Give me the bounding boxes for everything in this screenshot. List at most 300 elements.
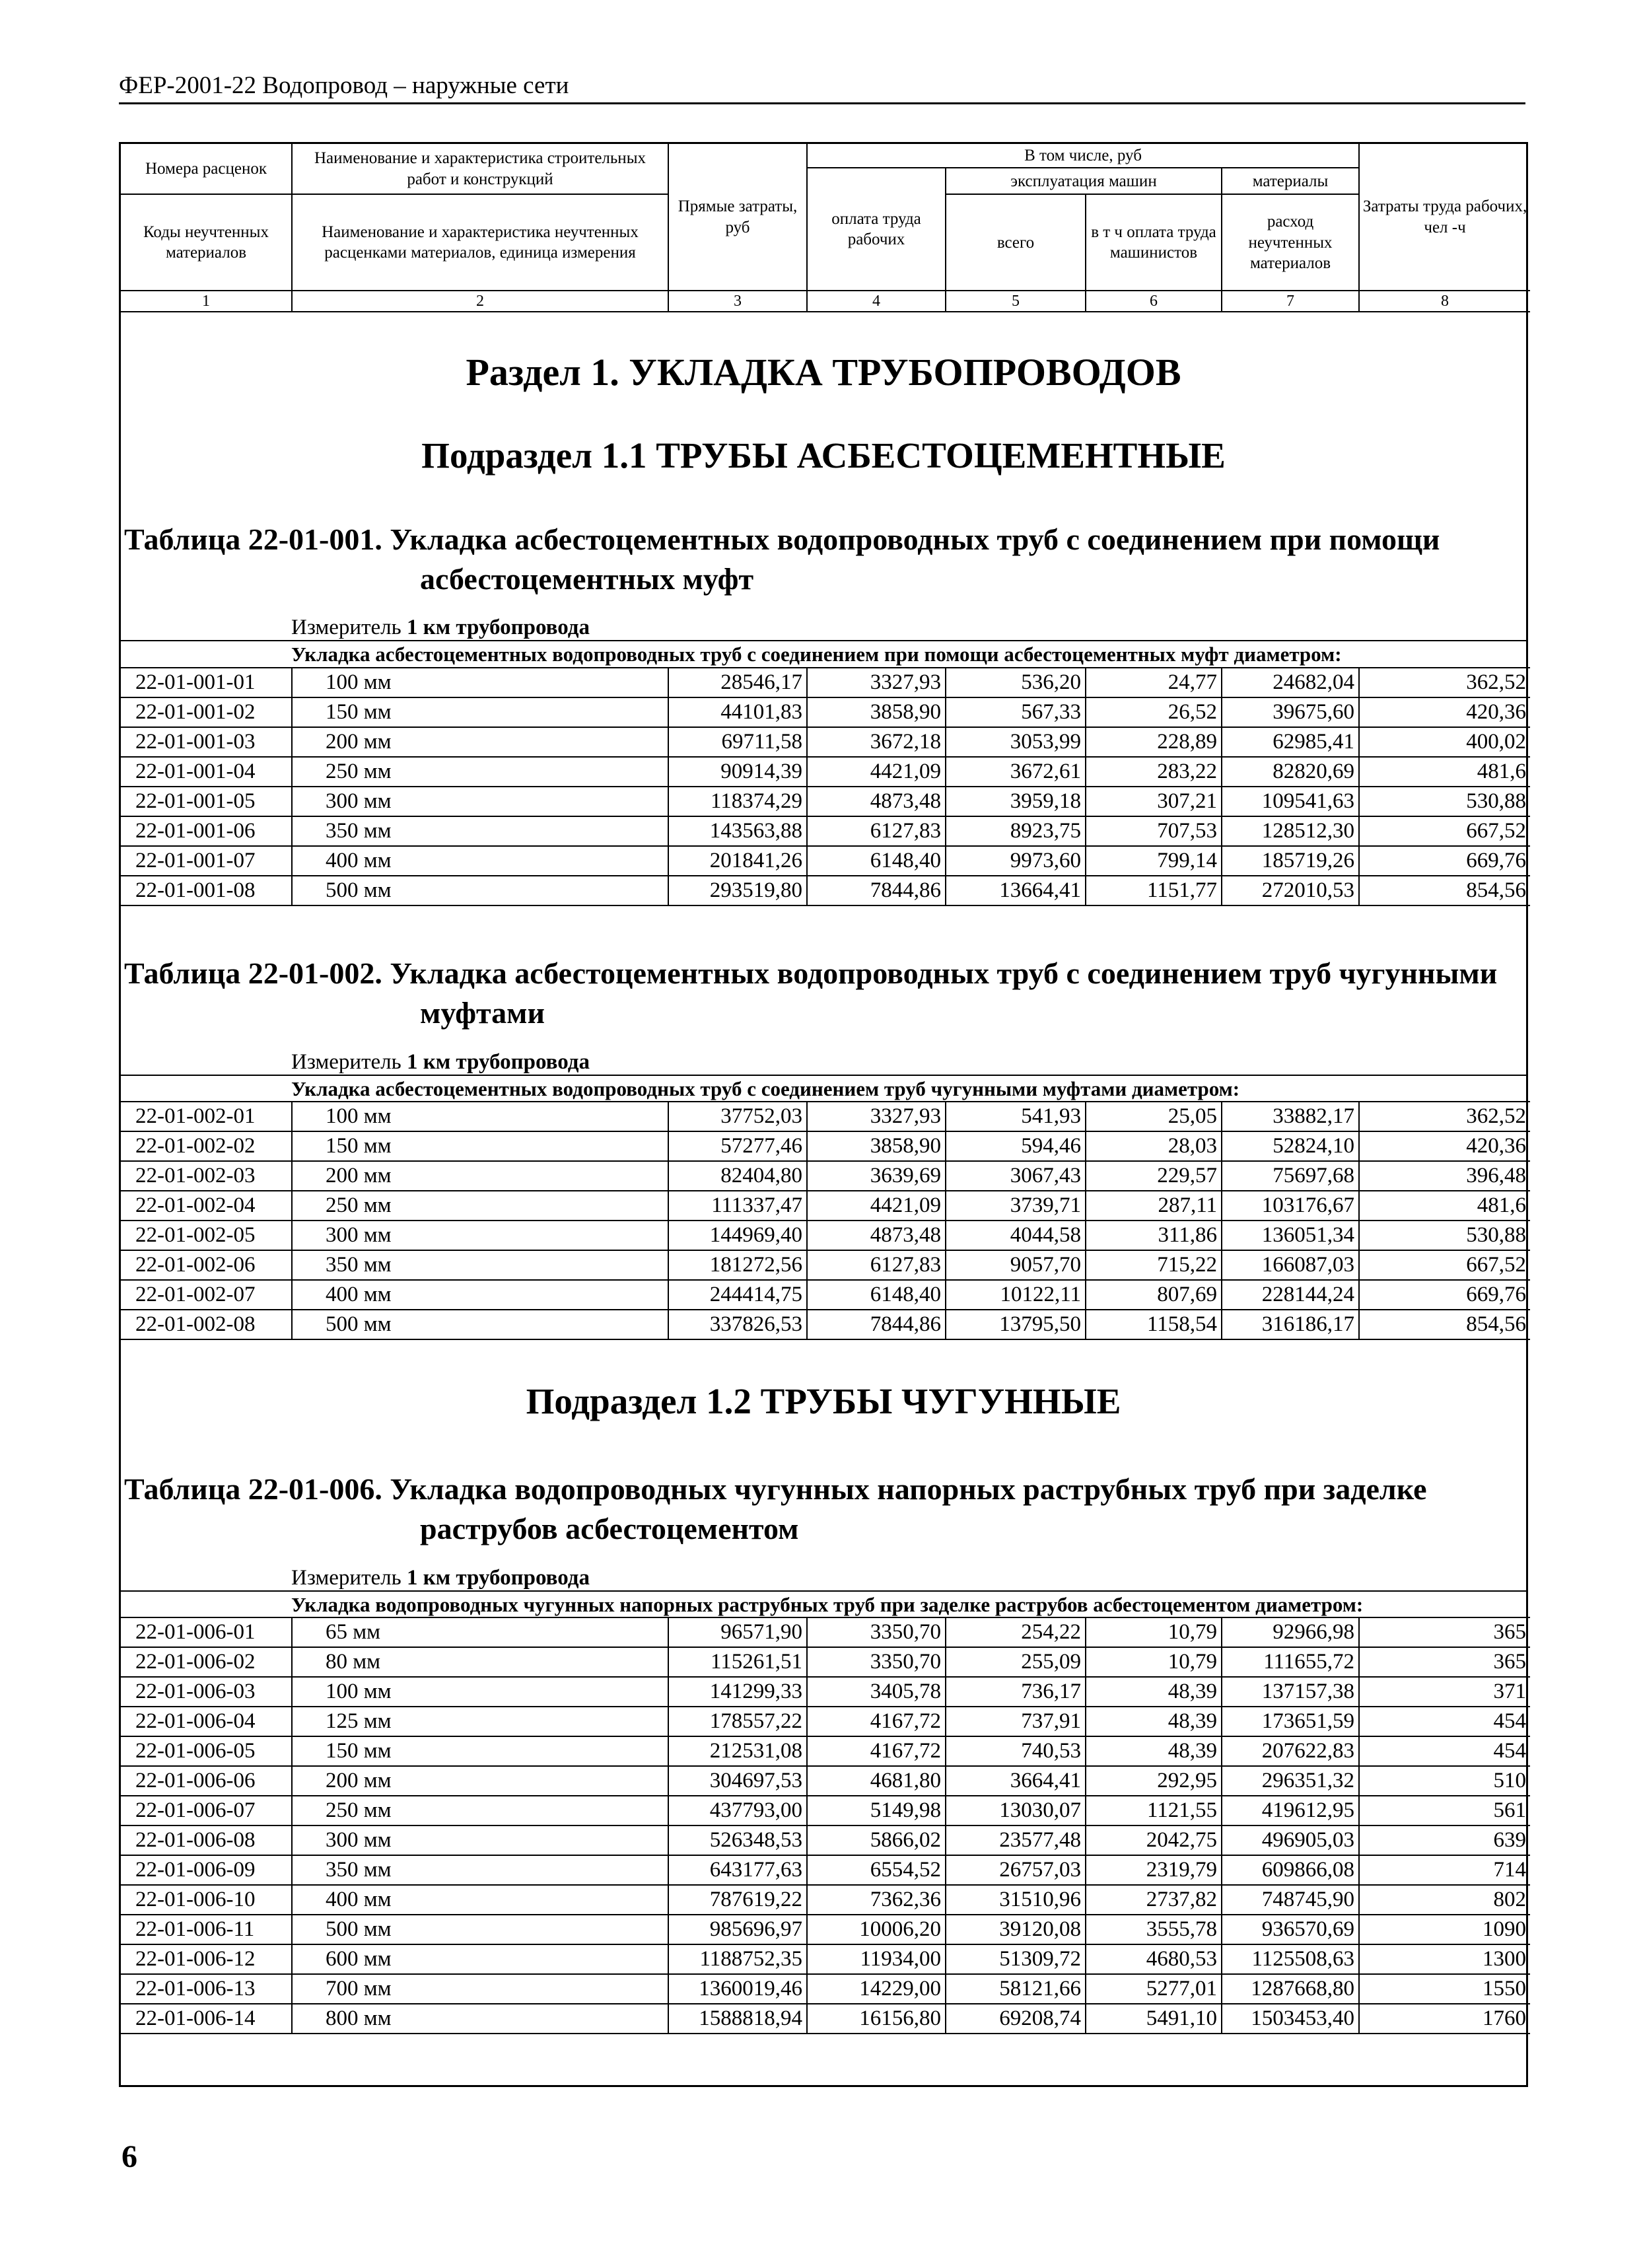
- rate-code-cell: 22-01-006-01: [121, 1617, 292, 1647]
- table-title: Таблица 22-01-002. Укладка асбестоцементных водопроводных труб с соединением труб чугунными муфтами: [124, 956, 1498, 1030]
- direct-costs-cell: 143563,88: [668, 816, 807, 846]
- materials-cost-cell: 137157,38: [1222, 1677, 1359, 1707]
- direct-costs-cell: 304697,53: [668, 1766, 807, 1796]
- worker-pay-cell: 5866,02: [807, 1825, 946, 1855]
- machines-total-cell: 58121,66: [946, 1974, 1086, 2004]
- rate-code-cell: 22-01-006-14: [121, 2004, 292, 2034]
- worker-pay-cell: 3327,93: [807, 668, 946, 697]
- meter-label: Измеритель: [291, 1049, 402, 1074]
- direct-costs-cell: 44101,83: [668, 697, 807, 727]
- direct-costs-cell: 96571,90: [668, 1617, 807, 1647]
- worker-pay-cell: 4167,72: [807, 1736, 946, 1766]
- machines-total-cell: 26757,03: [946, 1855, 1086, 1885]
- labor-hours-cell: 854,56: [1359, 876, 1530, 905]
- worker-pay-cell: 5149,98: [807, 1796, 946, 1825]
- table-row: [121, 816, 1530, 846]
- table-row: [121, 727, 1530, 757]
- machines-total-cell: 31510,96: [946, 1885, 1086, 1915]
- direct-costs-cell: 57277,46: [668, 1131, 807, 1161]
- table-row: [121, 1796, 1530, 1825]
- col-header-labor-hours: Затраты труда рабочих, чел -ч: [1359, 144, 1530, 291]
- page-number: 6: [122, 2139, 137, 2174]
- direct-costs-cell: 337826,53: [668, 1310, 807, 1339]
- direct-costs-cell: 643177,63: [668, 1855, 807, 1885]
- direct-costs-cell: 526348,53: [668, 1825, 807, 1855]
- labor-hours-cell: 802: [1359, 1885, 1530, 1915]
- machines-total-cell: 8923,75: [946, 816, 1086, 846]
- item-name-cell: 400 мм: [292, 1885, 668, 1915]
- rate-code-cell: 22-01-002-07: [121, 1280, 292, 1310]
- machinist-pay-cell: 228,89: [1086, 727, 1222, 757]
- machines-total-cell: 737,91: [946, 1707, 1086, 1736]
- table-row: [121, 1191, 1530, 1221]
- direct-costs-cell: 178557,22: [668, 1707, 807, 1736]
- item-name-cell: 500 мм: [292, 876, 668, 905]
- page-header: ФЕР-2001-22 Водопровод – наружные сети: [119, 71, 1525, 104]
- rate-code-cell: 22-01-006-03: [121, 1677, 292, 1707]
- direct-costs-cell: 141299,33: [668, 1677, 807, 1707]
- item-name-cell: 100 мм: [292, 668, 668, 697]
- col-header-machinist-pay: в т ч оплата труда машинистов: [1086, 194, 1222, 291]
- table-row: [121, 1161, 1530, 1191]
- machinist-pay-cell: 5491,10: [1086, 2004, 1222, 2034]
- worker-pay-cell: 4421,09: [807, 757, 946, 787]
- rate-code-cell: 22-01-001-08: [121, 876, 292, 905]
- item-name-cell: 350 мм: [292, 816, 668, 846]
- materials-cost-cell: 272010,53: [1222, 876, 1359, 905]
- table-row: [121, 1855, 1530, 1885]
- machines-total-cell: 3739,71: [946, 1191, 1086, 1221]
- labor-hours-cell: 371: [1359, 1677, 1530, 1707]
- materials-cost-cell: 1503453,40: [1222, 2004, 1359, 2034]
- meter-line: [291, 616, 1526, 640]
- col-header-materials: материалы: [1222, 168, 1359, 194]
- worker-pay-cell: 3672,18: [807, 727, 946, 757]
- materials-cost-cell: 185719,26: [1222, 846, 1359, 876]
- labor-hours-cell: 1300: [1359, 1944, 1530, 1974]
- worker-pay-cell: 3350,70: [807, 1647, 946, 1677]
- table-title: Таблица 22-01-001. Укладка асбестоцементных водопроводных труб с соединением при помощи асбестоцементных муфт: [124, 522, 1440, 596]
- item-name-cell: 300 мм: [292, 1825, 668, 1855]
- table-row: [121, 1617, 1530, 1647]
- machines-total-cell: 10122,11: [946, 1280, 1086, 1310]
- item-name-cell: 500 мм: [292, 1915, 668, 1944]
- direct-costs-cell: 437793,00: [668, 1796, 807, 1825]
- machinist-pay-cell: 10,79: [1086, 1617, 1222, 1647]
- worker-pay-cell: 6127,83: [807, 816, 946, 846]
- machinist-pay-cell: 25,05: [1086, 1102, 1222, 1131]
- worker-pay-cell: 14229,00: [807, 1974, 946, 2004]
- worker-pay-cell: 16156,80: [807, 2004, 946, 2034]
- section-title: Раздел 1. УКЛАДКА ТРУБОПРОВОДОВ: [466, 351, 1181, 394]
- machines-total-cell: 13664,41: [946, 876, 1086, 905]
- item-name-cell: 150 мм: [292, 1131, 668, 1161]
- worker-pay-cell: 4167,72: [807, 1707, 946, 1736]
- machinist-pay-cell: 1121,55: [1086, 1796, 1222, 1825]
- direct-costs-cell: 115261,51: [668, 1647, 807, 1677]
- rate-code-cell: 22-01-006-06: [121, 1766, 292, 1796]
- group-heading: Укладка водопроводных чугунных напорных раструбных труб при заделке раструбов асбестоцементом диаметром:: [121, 1590, 1526, 1617]
- machines-total-cell: 23577,48: [946, 1825, 1086, 1855]
- machinist-pay-cell: 10,79: [1086, 1647, 1222, 1677]
- table-row: [121, 1974, 1530, 2004]
- item-name-cell: 400 мм: [292, 846, 668, 876]
- meter-value: 1 км трубопровода: [406, 1565, 590, 1590]
- table-row: [121, 1131, 1530, 1161]
- labor-hours-cell: 667,52: [1359, 816, 1530, 846]
- machines-total-cell: 3664,41: [946, 1766, 1086, 1796]
- materials-cost-cell: 62985,41: [1222, 727, 1359, 757]
- machinist-pay-cell: 2737,82: [1086, 1885, 1222, 1915]
- item-name-cell: 65 мм: [292, 1617, 668, 1647]
- labor-hours-cell: 365: [1359, 1647, 1530, 1677]
- rate-code-cell: 22-01-002-04: [121, 1191, 292, 1221]
- materials-cost-cell: 1125508,63: [1222, 1944, 1359, 1974]
- document-frame: [119, 142, 1528, 2087]
- worker-pay-cell: 3327,93: [807, 1102, 946, 1131]
- table-row: [121, 1221, 1530, 1250]
- direct-costs-cell: 787619,22: [668, 1885, 807, 1915]
- machines-total-cell: 541,93: [946, 1102, 1086, 1131]
- table-row: [121, 1944, 1530, 1974]
- rate-code-cell: 22-01-002-05: [121, 1221, 292, 1250]
- labor-hours-cell: 639: [1359, 1825, 1530, 1855]
- machinist-pay-cell: 48,39: [1086, 1707, 1222, 1736]
- direct-costs-cell: 69711,58: [668, 727, 807, 757]
- col-number: 3: [668, 291, 807, 312]
- rates-table: [121, 1101, 1530, 1340]
- machinist-pay-cell: 311,86: [1086, 1221, 1222, 1250]
- machines-total-cell: 3672,61: [946, 757, 1086, 787]
- direct-costs-cell: 1588818,94: [668, 2004, 807, 2034]
- col-number: 7: [1222, 291, 1359, 312]
- labor-hours-cell: 1550: [1359, 1974, 1530, 2004]
- labor-hours-cell: 454: [1359, 1736, 1530, 1766]
- rate-code-cell: 22-01-002-01: [121, 1102, 292, 1131]
- table-row: [121, 1825, 1530, 1855]
- table-block: [121, 1470, 1526, 2034]
- worker-pay-cell: 7362,36: [807, 1885, 946, 1915]
- rate-code-cell: 22-01-001-07: [121, 846, 292, 876]
- direct-costs-cell: 212531,08: [668, 1736, 807, 1766]
- table-row: [121, 1250, 1530, 1280]
- machinist-pay-cell: 2319,79: [1086, 1855, 1222, 1885]
- machinist-pay-cell: 807,69: [1086, 1280, 1222, 1310]
- labor-hours-cell: 1760: [1359, 2004, 1530, 2034]
- rate-code-cell: 22-01-006-02: [121, 1647, 292, 1677]
- col-header-including: В том числе, руб: [807, 144, 1359, 168]
- machinist-pay-cell: 307,21: [1086, 787, 1222, 816]
- materials-cost-cell: 82820,69: [1222, 757, 1359, 787]
- direct-costs-cell: 181272,56: [668, 1250, 807, 1280]
- machinist-pay-cell: 26,52: [1086, 697, 1222, 727]
- col-header-codes-bottom: Коды неучтенных материалов: [121, 194, 292, 291]
- worker-pay-cell: 6148,40: [807, 1280, 946, 1310]
- table-row: [121, 757, 1530, 787]
- materials-cost-cell: 103176,67: [1222, 1191, 1359, 1221]
- worker-pay-cell: 4681,80: [807, 1766, 946, 1796]
- materials-cost-cell: 228144,24: [1222, 1280, 1359, 1310]
- machinist-pay-cell: 1158,54: [1086, 1310, 1222, 1339]
- table-row: [121, 1766, 1530, 1796]
- rate-code-cell: 22-01-006-11: [121, 1915, 292, 1944]
- machinist-pay-cell: 2042,75: [1086, 1825, 1222, 1855]
- table-row: [121, 787, 1530, 816]
- direct-costs-cell: 90914,39: [668, 757, 807, 787]
- table-row: [121, 846, 1530, 876]
- machinist-pay-cell: 283,22: [1086, 757, 1222, 787]
- materials-cost-cell: 296351,32: [1222, 1766, 1359, 1796]
- rate-code-cell: 22-01-006-04: [121, 1707, 292, 1736]
- col-header-machines-total: всего: [946, 194, 1086, 291]
- table-title: Таблица 22-01-006. Укладка водопроводных чугунных напорных раструбных труб при заделке раструбов асбестоцементом: [124, 1472, 1427, 1545]
- machinist-pay-cell: 5277,01: [1086, 1974, 1222, 2004]
- meter-value: 1 км трубопровода: [406, 616, 590, 640]
- worker-pay-cell: 3858,90: [807, 697, 946, 727]
- subsection-title: Подраздел 1.2 ТРУБЫ ЧУГУННЫЕ: [526, 1381, 1121, 1422]
- rate-code-cell: 22-01-006-10: [121, 1885, 292, 1915]
- labor-hours-cell: 530,88: [1359, 787, 1530, 816]
- direct-costs-cell: 244414,75: [668, 1280, 807, 1310]
- item-name-cell: 700 мм: [292, 1974, 668, 2004]
- machines-total-cell: 13795,50: [946, 1310, 1086, 1339]
- item-name-cell: 800 мм: [292, 2004, 668, 2034]
- item-name-cell: 500 мм: [292, 1310, 668, 1339]
- col-header-unaccounted-materials: расход неучтенных материалов: [1222, 194, 1359, 291]
- rate-code-cell: 22-01-002-02: [121, 1131, 292, 1161]
- labor-hours-cell: 667,52: [1359, 1250, 1530, 1280]
- item-name-cell: 150 мм: [292, 697, 668, 727]
- rate-code-cell: 22-01-006-05: [121, 1736, 292, 1766]
- labor-hours-cell: 714: [1359, 1855, 1530, 1885]
- rates-table: [121, 1617, 1530, 2034]
- meter-line: [291, 1566, 1526, 1590]
- materials-cost-cell: 128512,30: [1222, 816, 1359, 846]
- machines-total-cell: 13030,07: [946, 1796, 1086, 1825]
- materials-cost-cell: 936570,69: [1222, 1915, 1359, 1944]
- labor-hours-cell: 420,36: [1359, 1131, 1530, 1161]
- col-number: 2: [292, 291, 668, 312]
- worker-pay-cell: 3639,69: [807, 1161, 946, 1191]
- meter-value: 1 км трубопровода: [406, 1049, 590, 1074]
- col-header-machines: эксплуатация машин: [946, 168, 1222, 194]
- col-number: 8: [1359, 291, 1530, 312]
- item-name-cell: 250 мм: [292, 1191, 668, 1221]
- materials-cost-cell: 419612,95: [1222, 1796, 1359, 1825]
- table-row: [121, 1647, 1530, 1677]
- direct-costs-cell: 985696,97: [668, 1915, 807, 1944]
- col-number: 1: [121, 291, 292, 312]
- rates-table: [121, 667, 1530, 906]
- materials-cost-cell: 33882,17: [1222, 1102, 1359, 1131]
- labor-hours-cell: 481,6: [1359, 757, 1530, 787]
- rate-code-cell: 22-01-006-13: [121, 1974, 292, 2004]
- rate-code-cell: 22-01-001-03: [121, 727, 292, 757]
- machines-total-cell: 736,17: [946, 1677, 1086, 1707]
- materials-cost-cell: 111655,72: [1222, 1647, 1359, 1677]
- rate-code-cell: 22-01-006-08: [121, 1825, 292, 1855]
- machines-total-cell: 594,46: [946, 1131, 1086, 1161]
- machines-total-cell: 3067,43: [946, 1161, 1086, 1191]
- rate-code-cell: 22-01-001-02: [121, 697, 292, 727]
- materials-cost-cell: 166087,03: [1222, 1250, 1359, 1280]
- labor-hours-cell: 481,6: [1359, 1191, 1530, 1221]
- machines-total-cell: 4044,58: [946, 1221, 1086, 1250]
- item-name-cell: 300 мм: [292, 787, 668, 816]
- worker-pay-cell: 10006,20: [807, 1915, 946, 1944]
- machinist-pay-cell: 1151,77: [1086, 876, 1222, 905]
- direct-costs-cell: 37752,03: [668, 1102, 807, 1131]
- table-row: [121, 1707, 1530, 1736]
- rate-code-cell: 22-01-001-04: [121, 757, 292, 787]
- item-name-cell: 350 мм: [292, 1250, 668, 1280]
- labor-hours-cell: 530,88: [1359, 1221, 1530, 1250]
- item-name-cell: 200 мм: [292, 1766, 668, 1796]
- materials-cost-cell: 1287668,80: [1222, 1974, 1359, 2004]
- table-row: [121, 1677, 1530, 1707]
- item-name-cell: 400 мм: [292, 1280, 668, 1310]
- labor-hours-cell: 396,48: [1359, 1161, 1530, 1191]
- direct-costs-cell: 1360019,46: [668, 1974, 807, 2004]
- direct-costs-cell: 111337,47: [668, 1191, 807, 1221]
- rate-code-cell: 22-01-001-05: [121, 787, 292, 816]
- rate-code-cell: 22-01-002-06: [121, 1250, 292, 1280]
- table-row: [121, 1280, 1530, 1310]
- worker-pay-cell: 3858,90: [807, 1131, 946, 1161]
- machinist-pay-cell: 287,11: [1086, 1191, 1222, 1221]
- machinist-pay-cell: 48,39: [1086, 1736, 1222, 1766]
- table-row: [121, 1310, 1530, 1339]
- labor-hours-cell: 669,76: [1359, 1280, 1530, 1310]
- labor-hours-cell: 365: [1359, 1617, 1530, 1647]
- rate-code-cell: 22-01-001-01: [121, 668, 292, 697]
- materials-cost-cell: 748745,90: [1222, 1885, 1359, 1915]
- table-block: [121, 520, 1526, 906]
- machinist-pay-cell: 715,22: [1086, 1250, 1222, 1280]
- labor-hours-cell: 854,56: [1359, 1310, 1530, 1339]
- machines-total-cell: 567,33: [946, 697, 1086, 727]
- labor-hours-cell: 561: [1359, 1796, 1530, 1825]
- col-number: 5: [946, 291, 1086, 312]
- item-name-cell: 125 мм: [292, 1707, 668, 1736]
- item-name-cell: 200 мм: [292, 727, 668, 757]
- col-number: 6: [1086, 291, 1222, 312]
- materials-cost-cell: 316186,17: [1222, 1310, 1359, 1339]
- direct-costs-cell: 1188752,35: [668, 1944, 807, 1974]
- subsection-title: Подраздел 1.1 ТРУБЫ АСБЕСТОЦЕМЕНТНЫЕ: [421, 435, 1226, 476]
- labor-hours-cell: 420,36: [1359, 697, 1530, 727]
- table-row: [121, 1885, 1530, 1915]
- direct-costs-cell: 144969,40: [668, 1221, 807, 1250]
- worker-pay-cell: 4873,48: [807, 1221, 946, 1250]
- meter-label: Измеритель: [291, 1565, 402, 1590]
- materials-cost-cell: 92966,98: [1222, 1617, 1359, 1647]
- column-header-table: [121, 144, 1530, 312]
- rate-code-cell: 22-01-001-06: [121, 816, 292, 846]
- col-header-names-bottom: Наименование и характеристика неучтенных расценками материалов, единица измерения: [292, 194, 668, 291]
- worker-pay-cell: 6127,83: [807, 1250, 946, 1280]
- worker-pay-cell: 4421,09: [807, 1191, 946, 1221]
- machinist-pay-cell: 292,95: [1086, 1766, 1222, 1796]
- materials-cost-cell: 52824,10: [1222, 1131, 1359, 1161]
- machinist-pay-cell: 3555,78: [1086, 1915, 1222, 1944]
- col-header-names-top: Наименование и характеристика строительных работ и конструкций: [292, 144, 668, 194]
- item-name-cell: 250 мм: [292, 1796, 668, 1825]
- labor-hours-cell: 362,52: [1359, 668, 1530, 697]
- materials-cost-cell: 136051,34: [1222, 1221, 1359, 1250]
- table-row: [121, 697, 1530, 727]
- machines-total-cell: 3053,99: [946, 727, 1086, 757]
- rate-code-cell: 22-01-006-12: [121, 1944, 292, 1974]
- table-row: [121, 2004, 1530, 2034]
- machines-total-cell: 39120,08: [946, 1915, 1086, 1944]
- worker-pay-cell: 7844,86: [807, 876, 946, 905]
- rate-code-cell: 22-01-006-07: [121, 1796, 292, 1825]
- item-name-cell: 80 мм: [292, 1647, 668, 1677]
- meter-label: Измеритель: [291, 616, 402, 640]
- worker-pay-cell: 6148,40: [807, 846, 946, 876]
- machines-total-cell: 536,20: [946, 668, 1086, 697]
- labor-hours-cell: 669,76: [1359, 846, 1530, 876]
- group-heading: Укладка асбестоцементных водопроводных труб с соединением труб чугунными муфтами диаметром:: [121, 1075, 1526, 1102]
- rate-code-cell: 22-01-002-08: [121, 1310, 292, 1339]
- item-name-cell: 300 мм: [292, 1221, 668, 1250]
- machines-total-cell: 255,09: [946, 1647, 1086, 1677]
- worker-pay-cell: 3350,70: [807, 1617, 946, 1647]
- item-name-cell: 100 мм: [292, 1102, 668, 1131]
- item-name-cell: 200 мм: [292, 1161, 668, 1191]
- worker-pay-cell: 11934,00: [807, 1944, 946, 1974]
- machines-total-cell: 51309,72: [946, 1944, 1086, 1974]
- machinist-pay-cell: 707,53: [1086, 816, 1222, 846]
- machinist-pay-cell: 28,03: [1086, 1131, 1222, 1161]
- machinist-pay-cell: 48,39: [1086, 1677, 1222, 1707]
- machines-total-cell: 3959,18: [946, 787, 1086, 816]
- table-block: [121, 954, 1526, 1340]
- labor-hours-cell: 362,52: [1359, 1102, 1530, 1131]
- rate-code-cell: 22-01-006-09: [121, 1855, 292, 1885]
- direct-costs-cell: 201841,26: [668, 846, 807, 876]
- meter-line: [291, 1050, 1526, 1075]
- materials-cost-cell: 109541,63: [1222, 787, 1359, 816]
- table-row: [121, 876, 1530, 905]
- item-name-cell: 100 мм: [292, 1677, 668, 1707]
- table-row: [121, 668, 1530, 697]
- materials-cost-cell: 609866,08: [1222, 1855, 1359, 1885]
- machines-total-cell: 254,22: [946, 1617, 1086, 1647]
- item-name-cell: 250 мм: [292, 757, 668, 787]
- machines-total-cell: 9973,60: [946, 846, 1086, 876]
- materials-cost-cell: 39675,60: [1222, 697, 1359, 727]
- materials-cost-cell: 24682,04: [1222, 668, 1359, 697]
- materials-cost-cell: 75697,68: [1222, 1161, 1359, 1191]
- labor-hours-cell: 400,02: [1359, 727, 1530, 757]
- worker-pay-cell: 4873,48: [807, 787, 946, 816]
- group-heading: Укладка асбестоцементных водопроводных труб с соединением при помощи асбестоцементных муфт диаметром:: [121, 640, 1526, 667]
- item-name-cell: 350 мм: [292, 1855, 668, 1885]
- machinist-pay-cell: 799,14: [1086, 846, 1222, 876]
- item-name-cell: 600 мм: [292, 1944, 668, 1974]
- col-header-direct-costs: Прямые затраты, руб: [668, 144, 807, 291]
- machinist-pay-cell: 24,77: [1086, 668, 1222, 697]
- table-row: [121, 1736, 1530, 1766]
- direct-costs-cell: 293519,80: [668, 876, 807, 905]
- col-header-codes-top: Номера расценок: [121, 144, 292, 194]
- machines-total-cell: 9057,70: [946, 1250, 1086, 1280]
- worker-pay-cell: 6554,52: [807, 1855, 946, 1885]
- direct-costs-cell: 118374,29: [668, 787, 807, 816]
- col-header-worker-pay: оплата труда рабочих: [807, 168, 946, 291]
